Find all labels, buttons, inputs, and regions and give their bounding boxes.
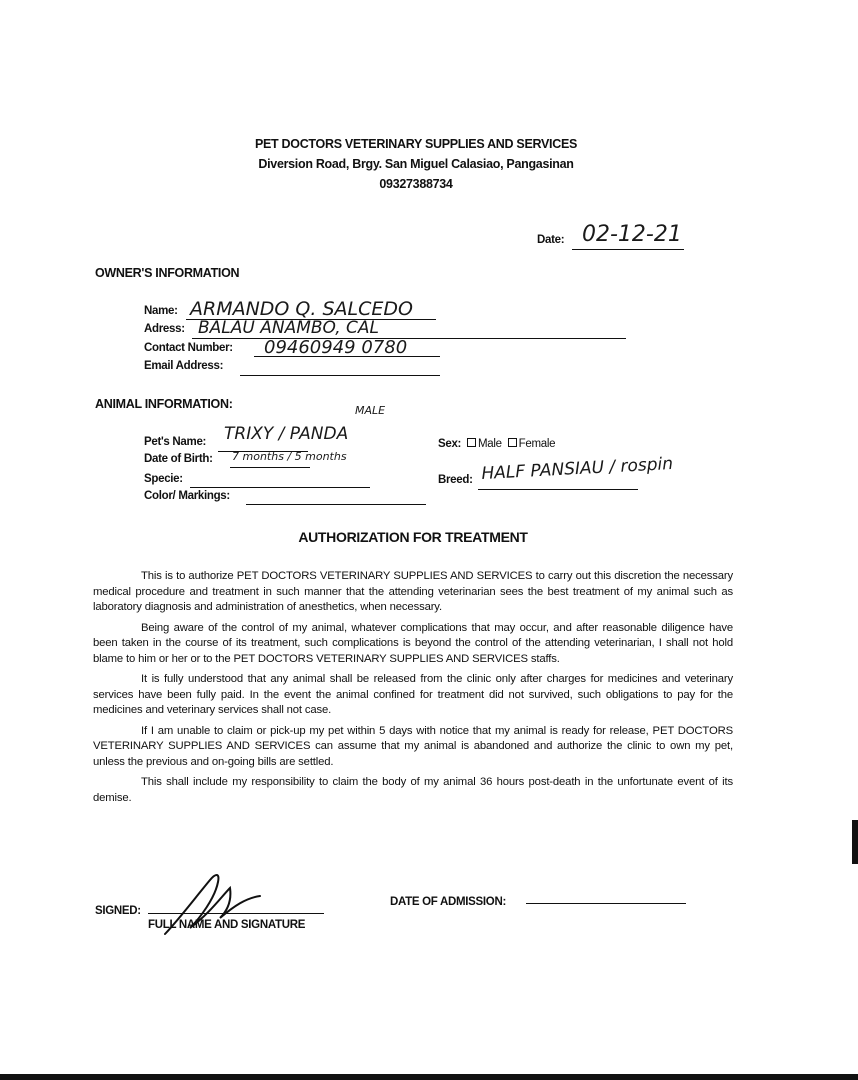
owner-address-value: BALAU ANAMBO, CAL bbox=[198, 318, 380, 338]
authorization-title: AUTHORIZATION FOR TREATMENT bbox=[298, 529, 528, 545]
pet-name-value: TRIXY / PANDA bbox=[224, 424, 349, 444]
authorization-paragraph-5: This shall include my responsibility to claim the body of my animal 36 hours post-death in the unfortunate event of its demise. bbox=[93, 776, 733, 804]
sex-label: Sex: bbox=[438, 438, 462, 450]
date-of-admission-label: DATE OF ADMISSION: bbox=[390, 896, 506, 908]
signature-caption: FULL NAME AND SIGNATURE bbox=[148, 919, 306, 931]
company-address: Diversion Road, Brgy. San Miguel Calasiao, Pangasinan bbox=[258, 157, 574, 171]
date-of-admission-line bbox=[526, 903, 686, 904]
date-value: 02-12-21 bbox=[582, 222, 682, 247]
breed-line bbox=[478, 489, 638, 490]
owner-email-line bbox=[240, 375, 440, 376]
dob-value: 7 months / 5 months bbox=[232, 450, 347, 463]
owner-section-title: OWNER'S INFORMATION bbox=[95, 266, 240, 280]
male-option-label: Male bbox=[478, 438, 502, 450]
date-line bbox=[572, 249, 684, 250]
color-markings-line bbox=[246, 504, 426, 505]
owner-address-label: Adress: bbox=[144, 323, 185, 335]
owner-contact-label: Contact Number: bbox=[144, 342, 233, 354]
authorization-paragraph-3: It is fully understood that any animal shall be released from the clinic only after charges for medicines and veterinary services have been fully paid. In the event the animal confined for treatment did not survived, such obligations to pay for the medicines and veterinary services shall not case. bbox=[93, 673, 733, 716]
animal-section-title: ANIMAL INFORMATION: bbox=[95, 397, 233, 411]
authorization-paragraph-2: Being aware of the control of my animal, whatever complications that may occur, and after reasonable diligence have been taken in the course of its treatment, such complications is beyond the control of the attending veterinarian, I shall not hold blame to him or her or to the PET DOCTORS VETERINARY SUPPLIES AND SERVICES staffs. bbox=[93, 621, 733, 665]
specie-label: Specie: bbox=[144, 473, 183, 485]
owner-contact-value: 09460949 0780 bbox=[264, 337, 408, 358]
breed-value: HALF PANSIAU / rospin bbox=[480, 453, 674, 484]
scan-bottom-edge bbox=[0, 1074, 858, 1080]
authorization-body bbox=[93, 569, 733, 806]
company-name: PET DOCTORS VETERINARY SUPPLIES AND SERVICES bbox=[254, 137, 578, 151]
signed-label: SIGNED: bbox=[95, 905, 141, 917]
sex-field bbox=[438, 438, 555, 450]
female-checkbox[interactable] bbox=[508, 438, 517, 447]
dob-line bbox=[230, 467, 310, 468]
company-phone: 09327388734 bbox=[379, 177, 453, 191]
authorization-paragraph-1: This is to authorize PET DOCTORS VETERINARY SUPPLIES AND SERVICES to carry out this discretion the necessary medical procedure and treatment in such manner that the attending veterinarian sees the best treatment of my animal such as laboratory diagnosis and administration of anesthetics, when necessary. bbox=[93, 570, 733, 613]
owner-name-value: ARMANDO Q. SALCEDO bbox=[190, 298, 413, 320]
owner-email-label: Email Address: bbox=[144, 360, 224, 372]
pet-name-label: Pet's Name: bbox=[144, 436, 207, 448]
male-checkbox[interactable] bbox=[467, 438, 476, 447]
breed-label: Breed: bbox=[438, 474, 473, 486]
specie-line bbox=[190, 487, 370, 488]
sex-handwritten-note: MALE bbox=[355, 404, 386, 417]
scan-right-edge-mark bbox=[852, 820, 858, 864]
date-label: Date: bbox=[537, 234, 565, 246]
authorization-paragraph-4: If I am unable to claim or pick-up my pet within 5 days with notice that my animal is ready for release, PET DOCTORS VETERINARY SUPPLIES AND SERVICES can assume that my animal is abandoned and authorize the clinic to own my pet, unless the previous and on-going bills are settled. bbox=[93, 724, 733, 768]
owner-address-line bbox=[192, 338, 626, 339]
female-option-label: Female bbox=[518, 438, 556, 450]
owner-name-label: Name: bbox=[144, 305, 178, 317]
dob-label: Date of Birth: bbox=[144, 453, 213, 465]
color-markings-label: Color/ Markings: bbox=[144, 490, 230, 502]
